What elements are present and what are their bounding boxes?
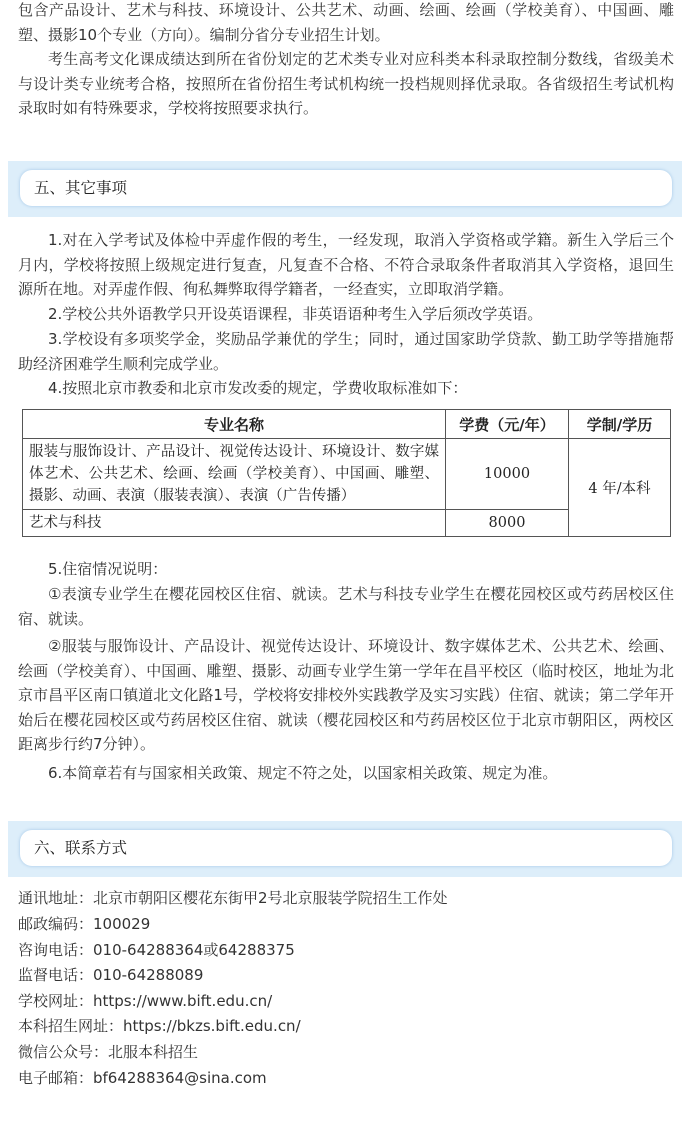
contact-email[interactable]: 电子邮箱：bf64288364@sina.com [18, 1069, 267, 1087]
section-6-title: 六、联系方式 [34, 839, 128, 857]
contact-supervision-phone: 监督电话：010-64288089 [18, 966, 204, 984]
housing-item-1: ①表演专业学生在樱花园校区住宿、就读。艺术与科技专业学生在樱花园校区或芍药居校区住宿、就读。 [18, 585, 674, 628]
contact-address: 通讯地址：北京市朝阳区樱花东街甲2号北京服装学院招生工作处 [18, 889, 448, 907]
fee-table-header-row [23, 410, 671, 439]
row-1-fee: 10000 [446, 439, 569, 510]
row-1-major: 服装与服饰设计、产品设计、视觉传达设计、环境设计、数字媒体艺术、公共艺术、绘画、绘画（学校美育）、中国画、雕塑、摄影、动画、表演（服装表演）、表演（广告传播） [23, 439, 446, 510]
item-2: 2.学校公共外语教学只开设英语课程，非英语语种考生入学后须改学英语。 [48, 305, 543, 323]
section-6-header [8, 821, 682, 877]
fee-table [22, 409, 671, 537]
housing-item-2: ②服装与服饰设计、产品设计、视觉传达设计、环境设计、数字媒体艺术、公共艺术、绘画、绘画（学校美育）、中国画、雕塑、摄影、动画专业学生第一学年在昌平校区（临时校区，地址为北京市昌平区南口镇道北文化路1号，学校将安排校外实践教学及实习实践）住宿、就读；第二学年开始后在樱花园校区或芍药居校区住宿、就读（樱花园校区和芍药居校区位于北京市朝阳区，两校区距离步行约7分钟）。 [18, 637, 674, 753]
header-duration: 学制/学历 [569, 410, 671, 439]
header-fee: 学费（元/年） [446, 410, 569, 439]
contact-postcode: 邮政编码：100029 [18, 915, 151, 933]
section-6-title-box [20, 830, 672, 866]
row-2-major: 艺术与科技 [23, 510, 446, 537]
contact-wechat: 微信公众号：北服本科招生 [18, 1043, 199, 1061]
contact-admission-website[interactable]: 本科招生网址：https://bkzs.bift.edu.cn/ [18, 1017, 301, 1035]
table-row [23, 439, 671, 510]
section-5-title-box [20, 170, 672, 206]
item-1: 1.对在入学考试及体检中弄虚作假的考生，一经发现，取消入学资格或学籍。新生入学后三个月内，学校将按照上级规定进行复查，凡复查不合格、不符合录取条件者取消其入学资格，退回生源所在地。对弄虚作假、徇私舞弊取得学籍者，一经查实，立即取消学籍。 [18, 231, 674, 298]
item-3: 3.学校设有多项奖学金，奖励品学兼优的学生；同时，通过国家助学贷款、勤工助学等措施帮助经济困难学生顺利完成学业。 [18, 330, 674, 373]
contact-website[interactable]: 学校网址：https://www.bift.edu.cn/ [18, 992, 273, 1010]
intro-paragraph-admission: 考生高考文化课成绩达到所在省份划定的艺术类专业对应科类本科录取控制分数线，省级美术与设计类专业统考合格，按照所在省份招生考试机构统一投档规则择优录取。各省级招生考试机构录取时如有特殊要求，学校将按照要求执行。 [18, 50, 674, 117]
row-2-fee: 8000 [446, 510, 569, 537]
duration-cell: 4 年/本科 [569, 439, 671, 537]
intro-paragraph-majors: 包含产品设计、艺术与科技、环境设计、公共艺术、动画、绘画、绘画（学校美育）、中国画、雕塑、摄影10个专业（方向）。编制分省分专业招生计划。 [18, 1, 674, 44]
section-5-title: 五、其它事项 [34, 179, 128, 197]
section-5-header [8, 161, 682, 217]
housing-title: 5.住宿情况说明： [48, 560, 168, 578]
item-4: 4.按照北京市教委和北京市发改委的规定，学费收取标准如下： [48, 379, 468, 397]
header-major: 专业名称 [23, 410, 446, 439]
item-6: 6.本简章若有与国家相关政策、规定不符之处，以国家相关政策、规定为准。 [48, 764, 558, 782]
contact-phone: 咨询电话：010-64288364或64288375 [18, 941, 295, 959]
